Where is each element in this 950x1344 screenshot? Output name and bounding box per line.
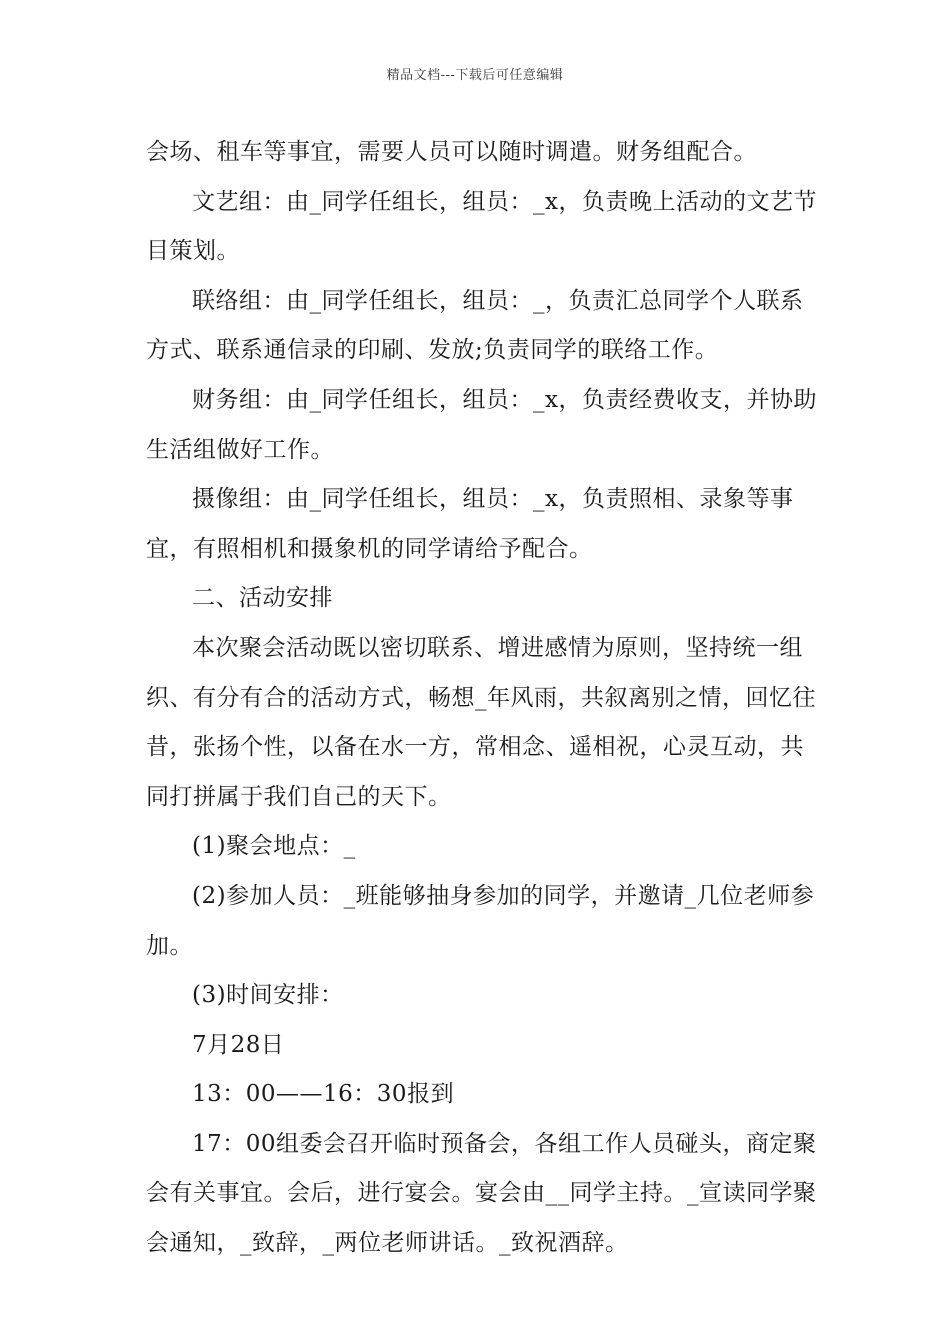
paragraph-participants: (2)参加人员：_班能够抽身参加的同学，并邀请_几位老师参加。 [146, 882, 815, 959]
paragraph-arts-group: 文艺组：由_同学任组长，组员：_x，负责晚上活动的文艺节目策划。 [146, 188, 817, 265]
paragraph-liaison-group: 联络组：由_同学任组长，组员：_，负责汇总同学个人联系方式、联系通信录的印刷、发放;负责同学的联络工作。 [146, 287, 804, 364]
paragraph-registration-time: 13：00——16：30报到 [192, 1081, 455, 1108]
paragraph-venue: (1)聚会地点：_ [192, 833, 356, 860]
paragraph-date: 7月28日 [192, 1031, 285, 1058]
document-body [146, 128, 826, 1269]
paragraph-venue-continuation: 会场、租车等事宜，需要人员可以随时调遣。财务组配合。 [146, 139, 757, 165]
paragraph-finance-group: 财务组：由_同学任组长，组员：_x，负责经费收支，并协助生活组做好工作。 [146, 386, 817, 463]
paragraph-evening-meeting: 17：00组委会召开临时预备会，各组工作人员碰头，商定聚会有关事宜。会后，进行宴会。宴会由__同学主持。_宣读同学聚会通知，_致辞，_两位老师讲话。_致祝酒辞。 [146, 1130, 817, 1257]
section-heading-activity-arrangement: 二、活动安排 [192, 585, 333, 612]
paragraph-schedule-heading: (3)时间安排： [192, 982, 344, 1009]
paragraph-photography-group: 摄像组：由_同学任组长，组员：_x，负责照相、录象等事宜，有照相机和摄象机的同学请给予配合。 [146, 486, 794, 562]
paragraph-activity-principle: 本次聚会活动既以密切联系、增进感情为原则，坚持统一组织、有分有合的活动方式，畅想_年风雨，共叙离别之情，回忆往昔，张扬个性，以备在水一方，常相念、遥相祝，心灵互动，共同打拼属于我们自己的天下。 [146, 634, 816, 810]
page-header: 精品文档---下载后可任意编辑 [386, 68, 564, 83]
